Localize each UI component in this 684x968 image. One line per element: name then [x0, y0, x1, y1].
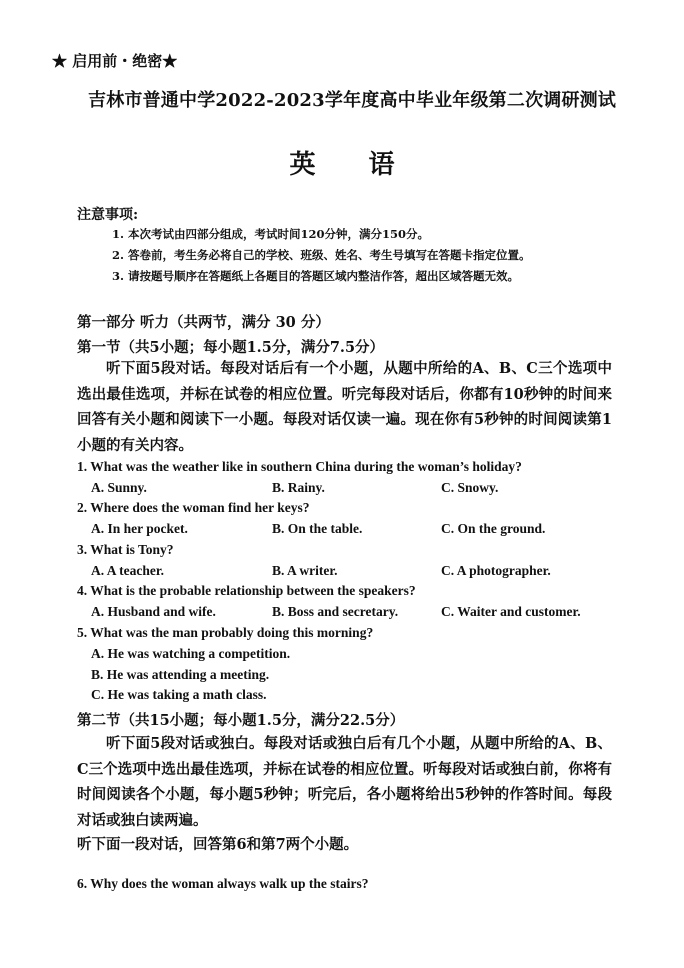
question-2-option-a: A. In her pocket.	[91, 521, 188, 536]
notice-item: 1. 本次考试由四部分组成，考试时间120分钟，满分150分。	[112, 227, 430, 241]
notice-heading: 注意事项:	[77, 207, 139, 223]
question-5-option-c: C. He was taking a math class.	[91, 687, 267, 702]
question-2: 2. Where does the woman find her keys?	[77, 500, 310, 515]
question-1-option-c: C. Snowy.	[441, 480, 499, 495]
question-3-option-a: A. A teacher.	[91, 563, 164, 578]
question-3-option-b: B. A writer.	[272, 563, 338, 578]
question-5-option-a: A. He was watching a competition.	[91, 646, 291, 661]
question-4-option-b: B. Boss and secretary.	[272, 604, 399, 619]
section2-instructions: 听下面5段对话或独白。每段对话或独白后有几个小题，从题中所给的A、B、C三个选项中选出最佳选项，并标在试卷的相应位置。听每段对话或独白前，你将有时间阅读各个小题，每小题5秒钟；听完后，各小题将给出5秒钟的作答时间。每段对话或独白读两遍。	[77, 735, 612, 829]
exam-title: 吉林市普通中学2022-2023学年度高中毕业年级第二次调研测试	[88, 90, 617, 111]
dialogue-intro: 听下面一段对话，回答第6和第7两个小题。	[77, 836, 359, 853]
question-3-option-c: C. A photographer.	[441, 563, 551, 578]
question-3: 3. What is Tony?	[77, 542, 174, 557]
question-5: 5. What was the man probably doing this morning?	[77, 625, 374, 640]
notice-item: 2. 答卷前，考生务必将自己的学校、班级、姓名、考生号填写在答题卡指定位置。	[112, 248, 531, 262]
question-6: 6. Why does the woman always walk up the stairs?	[77, 876, 369, 891]
question-4-option-c: C. Waiter and customer.	[441, 604, 581, 619]
question-4-option-a: A. Husband and wife.	[91, 604, 216, 619]
notice-item: 3. 请按题号顺序在答题纸上各题目的答题区域内整洁作答，超出区域答题无效。	[112, 269, 520, 283]
question-5-option-b: B. He was attending a meeting.	[91, 667, 270, 682]
question-1-option-b: B. Rainy.	[272, 480, 325, 495]
section1-instructions: 听下面5段对话。每段对话后有一个小题，从题中所给的A、B、C三个选项中选出最佳选项，并标在试卷的相应位置。听完每段对话后，你都有10秒钟的时间来回答有关小题和阅读下一小题。每段对话仅读一遍。现在你有5秒钟的时间阅读第1小题的有关内容。	[77, 360, 612, 454]
question-1-option-a: A. Sunny.	[91, 480, 147, 495]
question-2-option-c: C. On the ground.	[441, 521, 546, 536]
confidential-label: ★ 启用前・绝密★	[52, 52, 178, 70]
section1-heading: 第一节（共5小题；每小题1.5分，满分7.5分）	[77, 339, 385, 356]
question-2-option-b: B. On the table.	[272, 521, 363, 536]
question-1: 1. What was the weather like in southern China during the woman’s holiday?	[77, 459, 522, 474]
subject-title: 英 语	[289, 150, 417, 180]
part1-heading: 第一部分 听力（共两节，满分 30 分）	[77, 314, 330, 331]
question-4: 4. What is the probable relationship between the speakers?	[77, 583, 416, 598]
section2-heading: 第二节（共15小题；每小题1.5分，满分22.5分）	[77, 712, 405, 729]
